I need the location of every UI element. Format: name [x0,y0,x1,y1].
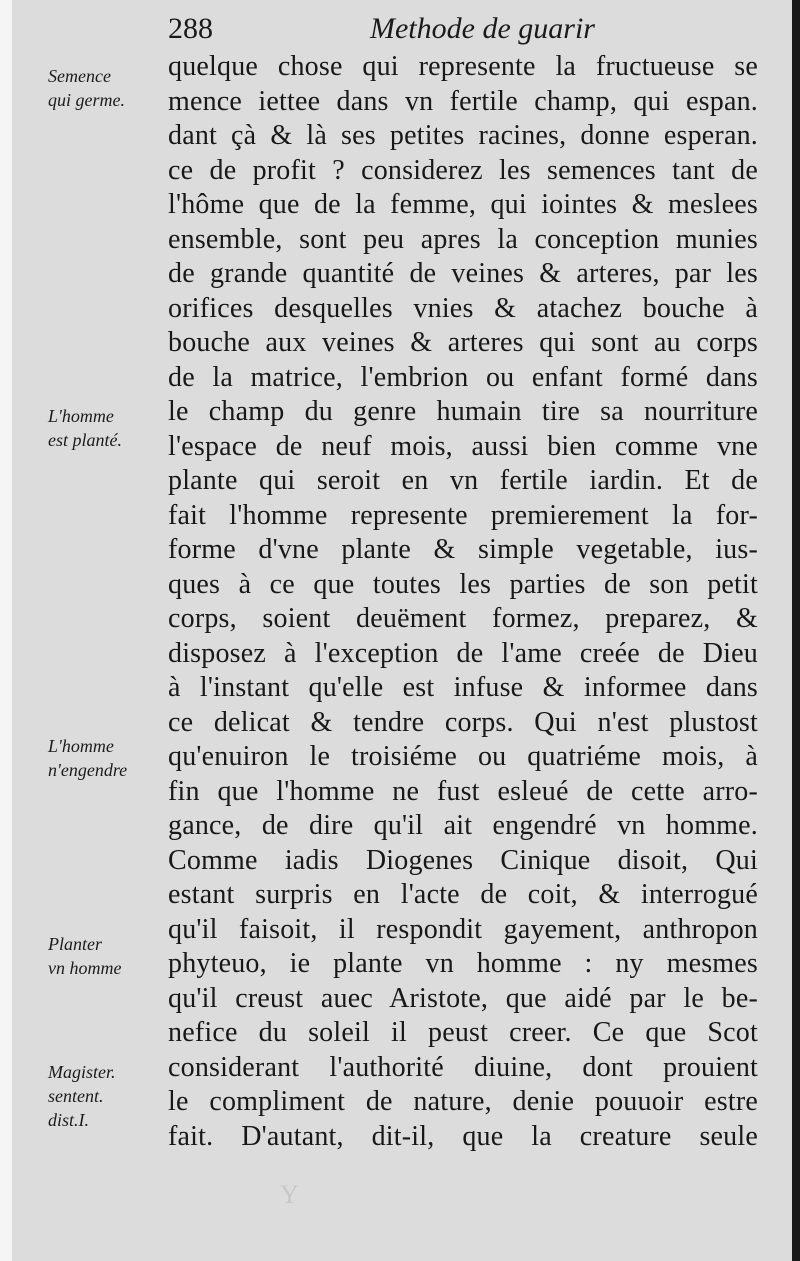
margin-note-line: vn homme [48,958,122,978]
text-line: le champ du genre humain tire sa nourriture [168,396,758,427]
margin-note-homme-plante [48,404,122,452]
margin-note-line: Magister. [48,1062,116,1082]
text-line: ce de profit ? considerez les semences tant de [168,154,758,186]
text-line: fait l'homme represente premierement la for- [168,499,758,531]
text-line: l'hôme que de la femme, qui iointes & meslees [168,189,758,220]
margin-note-line: L'homme [48,736,114,756]
text-line: de grande quantité de veines & arteres, par les [168,258,758,289]
margin-note-line: dist.I. [48,1110,90,1130]
text-line: l'espace de neuf mois, aussi bien comme vne [168,430,758,462]
text-line: Comme iadis Diogenes Cinique disoit, Qui [168,844,758,876]
margin-note-magister [48,1060,116,1132]
text-line: ensemble, sont peu apres la conception munies [168,223,758,255]
text-line: orifices desquelles vnies & atachez bouche à [168,292,758,324]
margin-note-line: L'homme [48,406,114,426]
text-line: nefice du soleil il peust creer. Ce que Scot [168,1017,758,1048]
text-line: bouche aux veines & arteres qui sont au corps [168,327,758,358]
running-title: Methode de guarir [370,12,595,45]
signature-mark: Y [280,1180,299,1209]
margin-note-line: est planté. [48,430,122,450]
text-line: ce delicat & tendre corps. Qui n'est plustost [168,706,758,738]
text-line: mence iettee dans vn fertile champ, qui espan. [168,85,758,117]
page-number: 288 [168,12,213,45]
text-line: fait. D'autant, dit-il, que la creature seule [168,1120,758,1152]
margin-note-line: sentent. [48,1086,104,1106]
margin-note-line: n'engendre [48,760,128,780]
text-line: de la matrice, l'embrion ou enfant formé dans [168,361,758,393]
margin-note-planter [48,932,121,980]
text-line: ques à ce que toutes les parties de son petit [168,568,758,600]
margin-note-line: qui germe. [48,90,125,110]
margin-note-homme-engendre [48,734,127,782]
text-line: qu'il faisoit, il respondit gayement, anthropon [168,913,758,945]
text-line: qu'enuiron le troisiéme ou quatriéme mois, à [168,741,758,772]
page-header [0,8,800,48]
text-line: à l'instant qu'elle est infuse & informee dans [168,672,758,703]
text-line: le compliment de nature, denie pouuoir estre [168,1086,758,1117]
margin-note-line: Planter [48,934,102,954]
body-text [168,50,758,1154]
text-line: corps, soient deuëment formez, preparez, & [168,603,758,634]
text-line: quelque chose qui represente la fructueuse se [168,51,758,82]
text-line: plante qui seroit en vn fertile iardin. Et de [168,465,758,496]
text-line: fin que l'homme ne fust esleué de cette arro- [168,775,758,807]
text-line: gance, de dire qu'il ait engendré vn homme. [168,810,758,841]
margin-note-line: Semence [48,66,111,86]
text-line: disposez à l'exception de l'ame creée de Dieu [168,637,758,669]
text-line: forme d'vne plante & simple vegetable, ius- [168,534,758,565]
text-line: qu'il creust auec Aristote, que aidé par le be- [168,982,758,1014]
text-line: considerant l'authorité diuine, dont prouient [168,1051,758,1083]
margin-note-semence [48,64,125,112]
text-line: estant surpris en l'acte de coit, & interrogué [168,879,758,910]
text-line: dant çà & là ses petites racines, donne esperan. [168,120,758,151]
text-line: phyteuo, ie plante vn homme : ny mesmes [168,948,758,979]
